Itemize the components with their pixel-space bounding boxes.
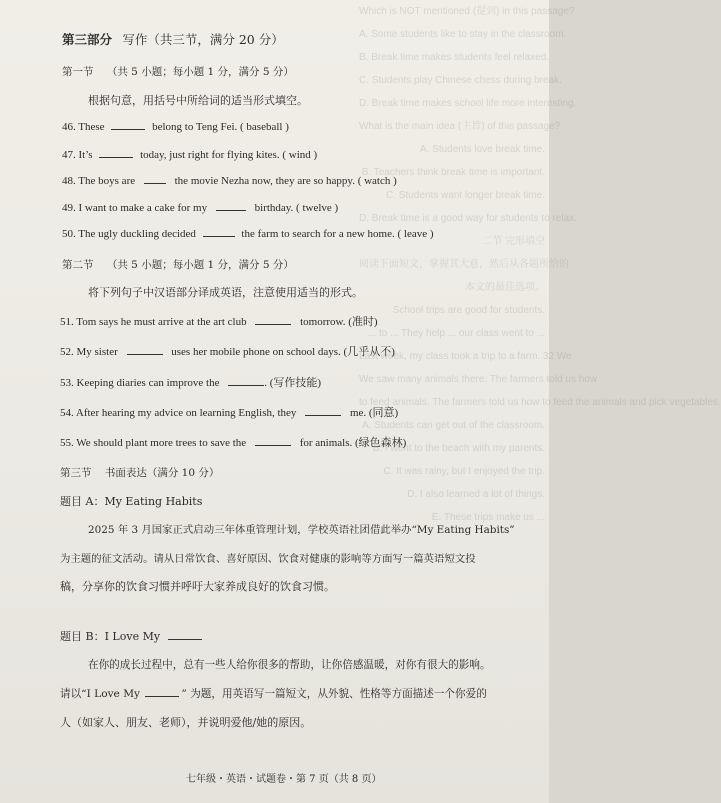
q49-text-before: 49. I want to make a cake for my	[62, 202, 208, 214]
section-2-note: （共 5 小题；每小题 1 分，满分 5 分）	[106, 259, 294, 271]
section-3-heading	[60, 465, 219, 480]
part-heading	[62, 30, 284, 48]
section-1-heading	[62, 64, 294, 79]
q46-blank[interactable]	[111, 129, 145, 130]
bleed-through-line: C. Students play Chinese chess during break.	[359, 75, 562, 86]
section-1-note: （共 5 小题；每小题 1 分，满分 5 分）	[106, 66, 294, 78]
q46-text-after: belong to Teng Fei. ( baseball )	[152, 121, 289, 133]
q52-blank[interactable]	[127, 354, 163, 355]
topic-b-para2-after: ” 为题，用英语写一篇短文，从外貌、性格等方面描述一个你爱的	[181, 688, 487, 700]
bleed-through-line: We saw many animals there. The farmers told us how	[359, 374, 598, 385]
q54-blank[interactable]	[305, 415, 341, 416]
section-2-title: 第二节	[62, 259, 94, 271]
q54-text-after: me. (同意)	[349, 407, 399, 419]
q47-blank[interactable]	[99, 157, 133, 158]
q47-text-before: 47. It’s	[62, 149, 93, 161]
section-3-title: 第三节	[60, 467, 92, 479]
q48-blank[interactable]	[144, 183, 166, 184]
q50-text-before: 50. The ugly duckling decided	[62, 228, 196, 240]
topic-b-para-line-2	[60, 686, 487, 701]
bleed-through-line: B. I went to the beach with my parents.	[372, 443, 545, 454]
bleed-through-line: What is the main idea (主旨) of this passage?	[359, 121, 561, 132]
bleed-through-line: A. Students can get out of the classroom.	[362, 420, 545, 431]
bleed-through-line: C. Students want longer break time.	[386, 190, 545, 201]
question-52	[60, 343, 395, 359]
q48-text-after: the movie Nezha now, they are so happy. ( watch )	[174, 175, 397, 187]
bleed-through-line: C. It was rainy, but I enjoyed the trip.	[383, 466, 545, 477]
topic-b-title-blank[interactable]	[168, 639, 202, 640]
bleed-through-line: B. Teachers think break time is important.	[361, 167, 545, 178]
q48-text-before: 48. The boys are	[62, 175, 136, 187]
part-heading-rest: 写作（共三节，满分 20 分）	[122, 32, 284, 47]
q55-text-before: 55. We should plant more trees to save the	[60, 437, 247, 449]
q52-text-after: uses her mobile phone on school days. (几乎从不)	[171, 346, 395, 358]
q49-blank[interactable]	[216, 210, 246, 211]
topic-b-para-line-1: 在你的成长过程中，总有一些人给你很多的帮助，让你倍感温暖，对你有很大的影响。	[88, 659, 491, 671]
topic-b-para2-before: 请以“I Love My	[60, 688, 141, 700]
bleed-through-line: E. These trips make us ...	[431, 512, 545, 523]
bleed-through-line: to feed animals. The farmers told us how to feed the animals and pick vegetables.	[359, 397, 721, 408]
q54-text-before: 54. After hearing my advice on learning English, they	[60, 407, 297, 419]
question-49	[62, 202, 338, 214]
q53-blank[interactable]	[228, 385, 264, 386]
part-heading-label: 第三部分	[62, 32, 113, 47]
bleed-through-line: Last week, my class took a trip to a farm. 32 We	[359, 351, 572, 362]
topic-b-label-text: 题目 B：I Love My	[60, 630, 161, 643]
question-51	[60, 313, 378, 329]
bleed-through-line: 阅读下面短文，掌握其大意，然后从各题所给的	[359, 259, 569, 270]
q51-text-after: tomorrow. (准时)	[300, 316, 378, 328]
q49-text-after: birthday. ( twelve )	[254, 202, 339, 214]
question-47	[62, 149, 317, 161]
q53-text-after: . (写作技能)	[264, 377, 322, 389]
q50-blank[interactable]	[203, 236, 235, 237]
bleed-through-line: B. Break time makes students feel relaxed.	[359, 52, 550, 63]
question-50	[62, 228, 434, 240]
topic-a-label: 题目 A：My Eating Habits	[60, 495, 203, 508]
q55-text-after: for animals. (绿色森林)	[299, 437, 407, 449]
bleed-through-line: Which is NOT mentioned (提到) in this passage?	[359, 6, 575, 17]
section-3-note: 书面表达（满分 10 分）	[104, 467, 220, 479]
section-1-title: 第一节	[62, 66, 94, 78]
topic-a-para-line-2: 为主题的征文活动。请从日常饮食、喜好原因、饮食对健康的影响等方面写一篇英语短文投	[60, 553, 476, 565]
question-46	[62, 121, 289, 133]
question-55	[60, 434, 406, 450]
topic-a-para-line-3: 稿，分享你的饮食习惯并呼吁大家养成良好的饮食习惯。	[60, 580, 335, 593]
topic-b-label	[60, 628, 202, 644]
bleed-through-line: A. Some students like to stay in the classroom.	[359, 29, 567, 40]
section-1-instruction: 根据句意，用括号中所给词的适当形式填空。	[88, 94, 308, 107]
topic-b-para-line-3: 人（如家人、朋友、老师），并说明爱他/她的原因。	[60, 716, 312, 729]
question-53	[60, 374, 321, 390]
topic-a-para-line-1: 2025 年 3 月国家正式启动三年体重管理计划，学校英语社团借此举办“My Eating Habits”	[88, 524, 515, 536]
page-footer: 七年级・英语・试题卷・第 7 页（共 8 页）	[186, 774, 382, 785]
bleed-through-line: 本文的最佳选项。	[465, 282, 545, 293]
section-2-heading	[62, 257, 294, 272]
q55-blank[interactable]	[255, 445, 291, 446]
topic-b-para-blank[interactable]	[145, 696, 179, 697]
q47-text-after: today, just right for flying kites. ( wind )	[140, 149, 318, 161]
q51-text-before: 51. Tom says he must arrive at the art club	[60, 316, 247, 328]
q52-text-before: 52. My sister	[60, 346, 118, 358]
question-48	[62, 175, 397, 187]
question-54	[60, 404, 398, 420]
section-2-instruction: 将下列句子中汉语部分译成英语，注意使用适当的形式。	[88, 286, 363, 299]
bleed-through-line: D. Break time is a good way for students to relax.	[359, 213, 577, 224]
bleed-through-line: 二节 完形填空	[482, 236, 545, 247]
bleed-through-line: D. Break time makes school life more interesting.	[359, 98, 577, 109]
q51-blank[interactable]	[255, 324, 291, 325]
q50-text-after: the farm to search for a new home. ( leave )	[241, 228, 434, 240]
q53-text-before: 53. Keeping diaries can improve the	[60, 377, 220, 389]
q46-text-before: 46. These	[62, 121, 105, 133]
bleed-through-line: D. I also learned a lot of things.	[407, 489, 545, 500]
bleed-through-line: A. Students love break time.	[419, 144, 545, 155]
bleed-through-line: ... to ... They help ... our class went to ...	[367, 328, 545, 339]
bleed-through-line: School trips are good for students.	[392, 305, 545, 316]
